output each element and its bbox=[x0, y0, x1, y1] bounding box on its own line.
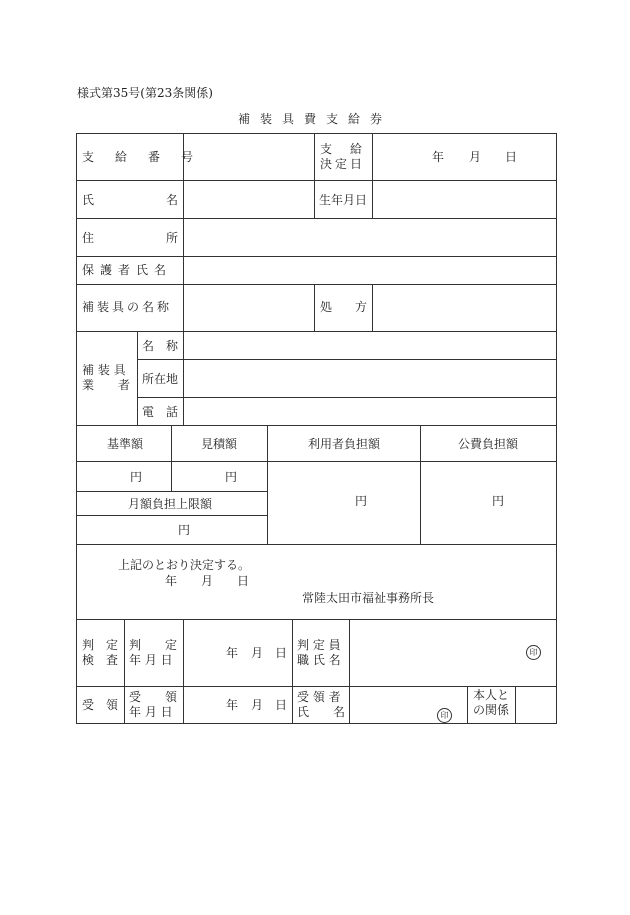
device-name-field[interactable] bbox=[184, 285, 314, 331]
relation-label: 本人と の関係 bbox=[473, 688, 510, 717]
monthly-cap-label: 月額負担上限額 bbox=[128, 497, 213, 511]
table-rule-line bbox=[137, 331, 138, 425]
table-rule-line bbox=[76, 686, 557, 687]
table-rule-line bbox=[314, 284, 315, 331]
decision-date-year: 年 bbox=[432, 150, 445, 164]
receiver-seal-mark: 印 bbox=[437, 708, 452, 723]
inspector-name-field[interactable] bbox=[350, 620, 556, 686]
table-rule-line bbox=[124, 619, 125, 724]
receipt-label: 受 領 bbox=[82, 698, 119, 712]
table-rule-line bbox=[76, 425, 557, 426]
inspection-date-label: 判 定 年 月 日 bbox=[129, 638, 178, 667]
decision-date-month: 月 bbox=[469, 150, 482, 164]
inspection-day: 日 bbox=[275, 646, 288, 660]
guardian-name-field[interactable] bbox=[184, 257, 556, 284]
prescription-label-right: 方 bbox=[355, 300, 368, 314]
form-number: 様式第35号(第23条関係) bbox=[77, 86, 213, 100]
table-rule-line bbox=[183, 619, 184, 724]
relation-field[interactable] bbox=[516, 687, 556, 723]
name-label-right: 名 bbox=[166, 193, 179, 207]
vendor-group-label: 補 装 具 業 者 bbox=[82, 363, 131, 392]
vendor-location-field[interactable] bbox=[184, 360, 556, 397]
table-rule-line bbox=[314, 133, 315, 218]
guardian-name-label: 保護者氏名 bbox=[82, 263, 173, 277]
table-rule-line bbox=[292, 619, 293, 724]
address-label-right: 所 bbox=[166, 231, 179, 245]
monthly-cap-yen: 円 bbox=[178, 523, 191, 537]
table-rule-line bbox=[420, 425, 421, 544]
inspection-label: 判 定 検 査 bbox=[82, 638, 119, 667]
vendor-phone-label: 電 話 bbox=[142, 405, 179, 419]
public-burden-label: 公費負担額 bbox=[458, 437, 519, 451]
prescription-label-left: 処 bbox=[320, 300, 333, 314]
decision-statement: 上記のとおり決定する。 bbox=[118, 558, 251, 572]
prescription-field[interactable] bbox=[373, 285, 556, 331]
estimate-amount-yen: 円 bbox=[225, 470, 238, 484]
table-rule-line bbox=[76, 515, 267, 516]
payment-number-field[interactable] bbox=[184, 134, 314, 180]
user-burden-yen: 円 bbox=[355, 494, 368, 508]
inspector-seal-mark: 印 bbox=[526, 645, 541, 660]
table-rule-line bbox=[76, 461, 557, 462]
estimate-amount-label: 見積額 bbox=[201, 437, 238, 451]
decision-date-month-2: 月 bbox=[201, 574, 214, 588]
vendor-phone-field[interactable] bbox=[184, 398, 556, 425]
standard-amount-yen: 円 bbox=[130, 470, 143, 484]
vendor-name-label: 名 称 bbox=[142, 339, 179, 353]
inspector-label: 判 定 員 職 氏 名 bbox=[297, 638, 341, 667]
user-burden-label: 利用者負担額 bbox=[308, 437, 381, 451]
decision-date-day-2: 日 bbox=[237, 574, 250, 588]
payment-number-label: 支給番号 bbox=[82, 150, 215, 164]
vendor-location-label: 所在地 bbox=[142, 372, 179, 386]
receipt-date-label: 受 領 年 月 日 bbox=[129, 690, 178, 719]
receipt-month: 月 bbox=[251, 698, 264, 712]
inspection-year: 年 bbox=[226, 646, 239, 660]
public-burden-yen: 円 bbox=[492, 494, 505, 508]
document-title: 補装具費支給券 bbox=[237, 112, 392, 126]
receipt-year: 年 bbox=[226, 698, 239, 712]
birthdate-field[interactable] bbox=[373, 181, 556, 218]
table-rule-line bbox=[467, 686, 468, 724]
receiver-name-label: 受 領 者 氏 名 bbox=[297, 690, 346, 719]
receiver-name-field[interactable] bbox=[350, 687, 467, 723]
issuer-name: 常陸太田市福祉事務所長 bbox=[302, 591, 435, 605]
birthdate-label: 生年月日 bbox=[319, 193, 368, 207]
table-rule-line bbox=[76, 491, 267, 492]
vendor-name-field[interactable] bbox=[184, 332, 556, 359]
decision-date-day: 日 bbox=[505, 150, 518, 164]
table-rule-line bbox=[171, 425, 172, 491]
receipt-day: 日 bbox=[275, 698, 288, 712]
device-name-label: 補装具の名称 bbox=[82, 300, 173, 314]
name-label-left: 氏 bbox=[82, 193, 95, 207]
standard-amount-label: 基準額 bbox=[107, 437, 144, 451]
address-label-left: 住 bbox=[82, 231, 95, 245]
decision-date-year-2: 年 bbox=[165, 574, 178, 588]
table-rule-line bbox=[267, 425, 268, 544]
table-rule-line bbox=[76, 544, 557, 545]
address-field[interactable] bbox=[184, 219, 556, 256]
decision-date-label: 支 給 決定日 bbox=[320, 142, 366, 171]
recipient-name-field[interactable] bbox=[184, 181, 314, 218]
inspection-month: 月 bbox=[251, 646, 264, 660]
